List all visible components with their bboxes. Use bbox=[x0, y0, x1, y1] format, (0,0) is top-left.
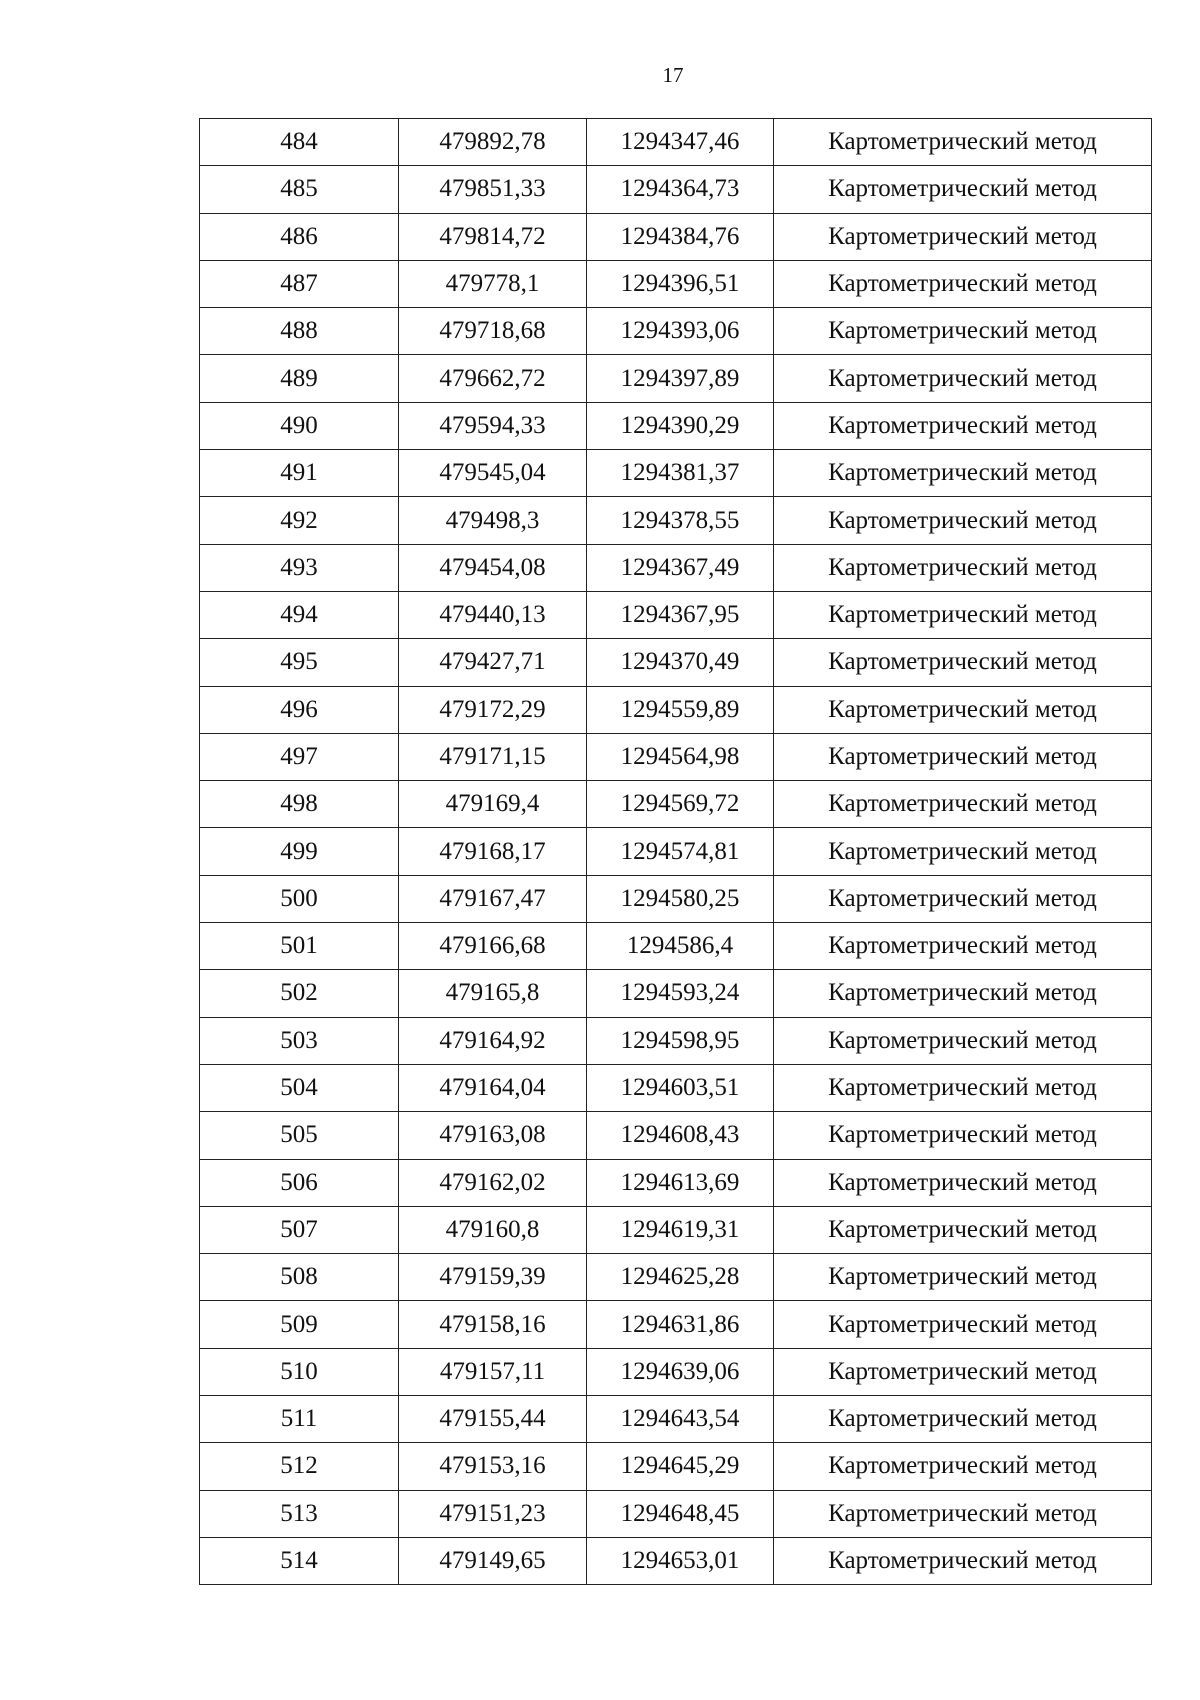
x-coordinate-cell: 479440,13 bbox=[399, 591, 587, 638]
table-row bbox=[200, 497, 1152, 544]
table-row bbox=[200, 1301, 1152, 1348]
y-coordinate-cell: 1294367,49 bbox=[587, 544, 774, 591]
table-row bbox=[200, 591, 1152, 638]
y-coordinate-cell: 1294364,73 bbox=[587, 166, 774, 213]
point-number-cell: 506 bbox=[200, 1159, 399, 1206]
table-row bbox=[200, 450, 1152, 497]
method-cell: Картометрический метод bbox=[774, 355, 1152, 402]
method-cell: Картометрический метод bbox=[774, 1301, 1152, 1348]
x-coordinate-cell: 479545,04 bbox=[399, 450, 587, 497]
table-row bbox=[200, 828, 1152, 875]
y-coordinate-cell: 1294370,49 bbox=[587, 639, 774, 686]
table-row bbox=[200, 166, 1152, 213]
table-row bbox=[200, 1490, 1152, 1537]
x-coordinate-cell: 479165,8 bbox=[399, 970, 587, 1017]
x-coordinate-cell: 479149,65 bbox=[399, 1537, 587, 1584]
y-coordinate-cell: 1294639,06 bbox=[587, 1348, 774, 1395]
y-coordinate-cell: 1294625,28 bbox=[587, 1254, 774, 1301]
method-cell: Картометрический метод bbox=[774, 544, 1152, 591]
point-number-cell: 508 bbox=[200, 1254, 399, 1301]
y-coordinate-cell: 1294586,4 bbox=[587, 923, 774, 970]
y-coordinate-cell: 1294390,29 bbox=[587, 402, 774, 449]
table-row bbox=[200, 639, 1152, 686]
y-coordinate-cell: 1294653,01 bbox=[587, 1537, 774, 1584]
y-coordinate-cell: 1294396,51 bbox=[587, 260, 774, 307]
method-cell: Картометрический метод bbox=[774, 639, 1152, 686]
point-number-cell: 510 bbox=[200, 1348, 399, 1395]
x-coordinate-cell: 479851,33 bbox=[399, 166, 587, 213]
table-row bbox=[200, 733, 1152, 780]
y-coordinate-cell: 1294631,86 bbox=[587, 1301, 774, 1348]
point-number-cell: 496 bbox=[200, 686, 399, 733]
y-coordinate-cell: 1294645,29 bbox=[587, 1443, 774, 1490]
method-cell: Картометрический метод bbox=[774, 1443, 1152, 1490]
point-number-cell: 498 bbox=[200, 781, 399, 828]
method-cell: Картометрический метод bbox=[774, 1112, 1152, 1159]
y-coordinate-cell: 1294580,25 bbox=[587, 875, 774, 922]
x-coordinate-cell: 479159,39 bbox=[399, 1254, 587, 1301]
y-coordinate-cell: 1294603,51 bbox=[587, 1064, 774, 1111]
table-row bbox=[200, 1443, 1152, 1490]
x-coordinate-cell: 479427,71 bbox=[399, 639, 587, 686]
y-coordinate-cell: 1294608,43 bbox=[587, 1112, 774, 1159]
coordinates-table bbox=[199, 118, 1152, 1585]
x-coordinate-cell: 479454,08 bbox=[399, 544, 587, 591]
point-number-cell: 507 bbox=[200, 1206, 399, 1253]
table-row bbox=[200, 686, 1152, 733]
table-row bbox=[200, 308, 1152, 355]
method-cell: Картометрический метод bbox=[774, 119, 1152, 166]
y-coordinate-cell: 1294397,89 bbox=[587, 355, 774, 402]
coordinates-table-body bbox=[200, 119, 1152, 1585]
x-coordinate-cell: 479778,1 bbox=[399, 260, 587, 307]
table-row bbox=[200, 970, 1152, 1017]
x-coordinate-cell: 479594,33 bbox=[399, 402, 587, 449]
point-number-cell: 503 bbox=[200, 1017, 399, 1064]
page-number bbox=[0, 62, 1200, 88]
method-cell: Картометрический метод bbox=[774, 970, 1152, 1017]
point-number-cell: 488 bbox=[200, 308, 399, 355]
table-row bbox=[200, 781, 1152, 828]
method-cell: Картометрический метод bbox=[774, 1348, 1152, 1395]
table-row bbox=[200, 213, 1152, 260]
x-coordinate-cell: 479164,04 bbox=[399, 1064, 587, 1111]
y-coordinate-cell: 1294381,37 bbox=[587, 450, 774, 497]
method-cell: Картометрический метод bbox=[774, 1396, 1152, 1443]
x-coordinate-cell: 479166,68 bbox=[399, 923, 587, 970]
y-coordinate-cell: 1294598,95 bbox=[587, 1017, 774, 1064]
method-cell: Картометрический метод bbox=[774, 1254, 1152, 1301]
x-coordinate-cell: 479163,08 bbox=[399, 1112, 587, 1159]
y-coordinate-cell: 1294559,89 bbox=[587, 686, 774, 733]
point-number-cell: 486 bbox=[200, 213, 399, 260]
x-coordinate-cell: 479151,23 bbox=[399, 1490, 587, 1537]
y-coordinate-cell: 1294384,76 bbox=[587, 213, 774, 260]
point-number-cell: 492 bbox=[200, 497, 399, 544]
point-number-cell: 490 bbox=[200, 402, 399, 449]
method-cell: Картометрический метод bbox=[774, 1206, 1152, 1253]
point-number-cell: 494 bbox=[200, 591, 399, 638]
y-coordinate-cell: 1294347,46 bbox=[587, 119, 774, 166]
table-row bbox=[200, 875, 1152, 922]
y-coordinate-cell: 1294593,24 bbox=[587, 970, 774, 1017]
x-coordinate-cell: 479164,92 bbox=[399, 1017, 587, 1064]
y-coordinate-cell: 1294378,55 bbox=[587, 497, 774, 544]
table-row bbox=[200, 1396, 1152, 1443]
y-coordinate-cell: 1294643,54 bbox=[587, 1396, 774, 1443]
x-coordinate-cell: 479158,16 bbox=[399, 1301, 587, 1348]
table-row bbox=[200, 544, 1152, 591]
table-row bbox=[200, 1206, 1152, 1253]
point-number-cell: 487 bbox=[200, 260, 399, 307]
table-row bbox=[200, 1159, 1152, 1206]
y-coordinate-cell: 1294393,06 bbox=[587, 308, 774, 355]
method-cell: Картометрический метод bbox=[774, 308, 1152, 355]
method-cell: Картометрический метод bbox=[774, 686, 1152, 733]
point-number-cell: 509 bbox=[200, 1301, 399, 1348]
point-number-cell: 501 bbox=[200, 923, 399, 970]
point-number-cell: 485 bbox=[200, 166, 399, 213]
method-cell: Картометрический метод bbox=[774, 402, 1152, 449]
point-number-cell: 484 bbox=[200, 119, 399, 166]
method-cell: Картометрический метод bbox=[774, 591, 1152, 638]
table-row bbox=[200, 1254, 1152, 1301]
table-row bbox=[200, 119, 1152, 166]
x-coordinate-cell: 479498,3 bbox=[399, 497, 587, 544]
method-cell: Картометрический метод bbox=[774, 875, 1152, 922]
method-cell: Картометрический метод bbox=[774, 450, 1152, 497]
point-number-cell: 514 bbox=[200, 1537, 399, 1584]
x-coordinate-cell: 479168,17 bbox=[399, 828, 587, 875]
y-coordinate-cell: 1294569,72 bbox=[587, 781, 774, 828]
x-coordinate-cell: 479662,72 bbox=[399, 355, 587, 402]
x-coordinate-cell: 479814,72 bbox=[399, 213, 587, 260]
x-coordinate-cell: 479718,68 bbox=[399, 308, 587, 355]
x-coordinate-cell: 479155,44 bbox=[399, 1396, 587, 1443]
point-number-cell: 495 bbox=[200, 639, 399, 686]
x-coordinate-cell: 479157,11 bbox=[399, 1348, 587, 1395]
method-cell: Картометрический метод bbox=[774, 497, 1152, 544]
method-cell: Картометрический метод bbox=[774, 1017, 1152, 1064]
x-coordinate-cell: 479167,47 bbox=[399, 875, 587, 922]
table-row bbox=[200, 923, 1152, 970]
point-number-cell: 505 bbox=[200, 1112, 399, 1159]
method-cell: Картометрический метод bbox=[774, 828, 1152, 875]
point-number-cell: 500 bbox=[200, 875, 399, 922]
x-coordinate-cell: 479169,4 bbox=[399, 781, 587, 828]
y-coordinate-cell: 1294613,69 bbox=[587, 1159, 774, 1206]
page-number-text: 17 bbox=[662, 63, 684, 87]
method-cell: Картометрический метод bbox=[774, 781, 1152, 828]
point-number-cell: 497 bbox=[200, 733, 399, 780]
table-row bbox=[200, 355, 1152, 402]
point-number-cell: 499 bbox=[200, 828, 399, 875]
method-cell: Картометрический метод bbox=[774, 166, 1152, 213]
y-coordinate-cell: 1294564,98 bbox=[587, 733, 774, 780]
method-cell: Картометрический метод bbox=[774, 1159, 1152, 1206]
table-row bbox=[200, 1017, 1152, 1064]
table-row bbox=[200, 402, 1152, 449]
x-coordinate-cell: 479171,15 bbox=[399, 733, 587, 780]
table-row bbox=[200, 1112, 1152, 1159]
point-number-cell: 504 bbox=[200, 1064, 399, 1111]
point-number-cell: 493 bbox=[200, 544, 399, 591]
x-coordinate-cell: 479172,29 bbox=[399, 686, 587, 733]
table-row bbox=[200, 1537, 1152, 1584]
point-number-cell: 491 bbox=[200, 450, 399, 497]
y-coordinate-cell: 1294648,45 bbox=[587, 1490, 774, 1537]
y-coordinate-cell: 1294574,81 bbox=[587, 828, 774, 875]
x-coordinate-cell: 479153,16 bbox=[399, 1443, 587, 1490]
x-coordinate-cell: 479160,8 bbox=[399, 1206, 587, 1253]
x-coordinate-cell: 479892,78 bbox=[399, 119, 587, 166]
point-number-cell: 512 bbox=[200, 1443, 399, 1490]
method-cell: Картометрический метод bbox=[774, 1537, 1152, 1584]
point-number-cell: 513 bbox=[200, 1490, 399, 1537]
table-row bbox=[200, 1064, 1152, 1111]
method-cell: Картометрический метод bbox=[774, 923, 1152, 970]
point-number-cell: 489 bbox=[200, 355, 399, 402]
x-coordinate-cell: 479162,02 bbox=[399, 1159, 587, 1206]
method-cell: Картометрический метод bbox=[774, 1490, 1152, 1537]
point-number-cell: 511 bbox=[200, 1396, 399, 1443]
table-row bbox=[200, 260, 1152, 307]
y-coordinate-cell: 1294367,95 bbox=[587, 591, 774, 638]
method-cell: Картометрический метод bbox=[774, 733, 1152, 780]
table-row bbox=[200, 1348, 1152, 1395]
method-cell: Картометрический метод bbox=[774, 1064, 1152, 1111]
method-cell: Картометрический метод bbox=[774, 260, 1152, 307]
point-number-cell: 502 bbox=[200, 970, 399, 1017]
method-cell: Картометрический метод bbox=[774, 213, 1152, 260]
y-coordinate-cell: 1294619,31 bbox=[587, 1206, 774, 1253]
